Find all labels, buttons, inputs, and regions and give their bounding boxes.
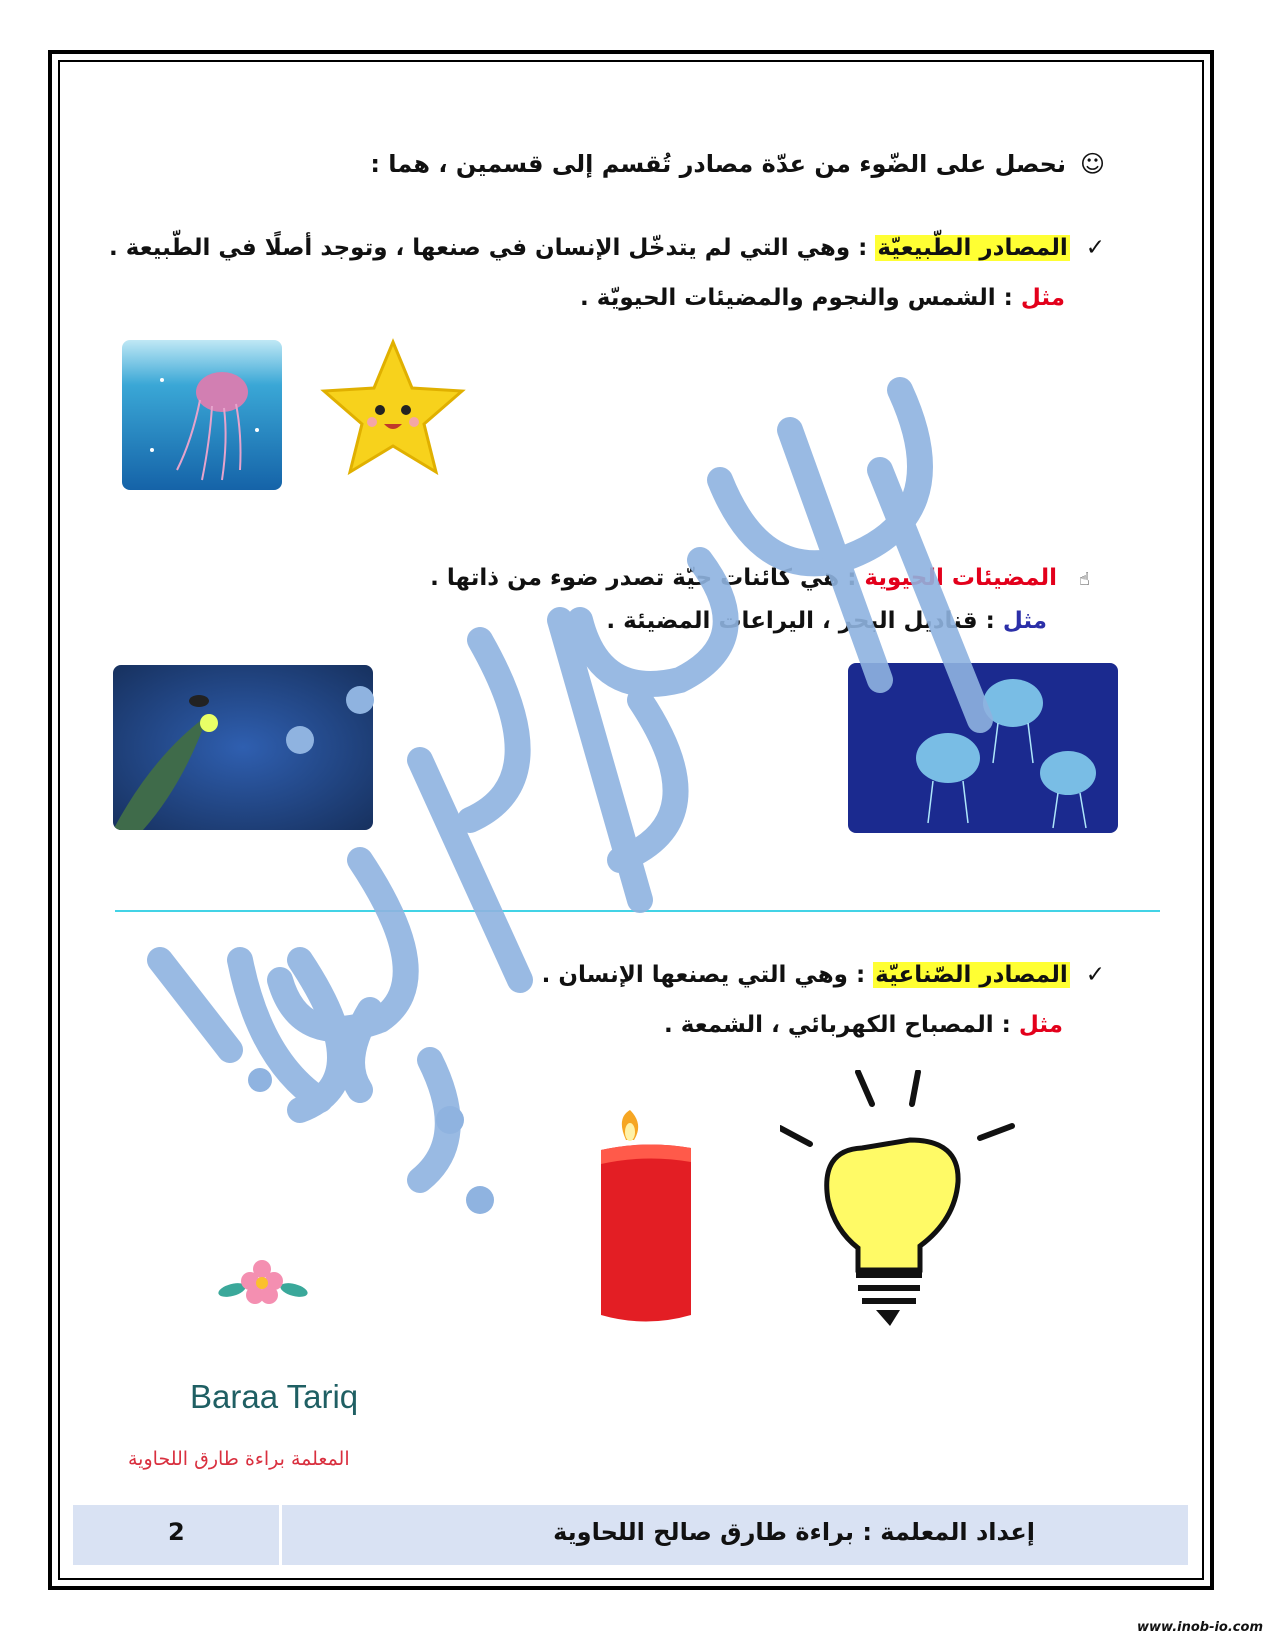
thumbs-up-icon: ☝ xyxy=(1079,569,1090,590)
natural-example-label: مثل xyxy=(1020,285,1065,311)
website-url: www.inob-io.com xyxy=(1137,1620,1263,1635)
smiley-icon: ☺ xyxy=(1079,150,1105,178)
credit-name: Baraa Tariq xyxy=(190,1378,359,1415)
natural-title: المصادر الطّبيعيّة xyxy=(877,235,1068,261)
section-divider xyxy=(115,910,1160,912)
footer-author: إعداد المعلمة : براءة طارق صالح اللحاوية xyxy=(553,1518,1035,1546)
flower-logo-icon xyxy=(212,1255,312,1315)
bio-example-label: مثل xyxy=(1002,608,1047,634)
page-number: 2 xyxy=(168,1518,185,1546)
footer-separator xyxy=(279,1505,282,1565)
artificial-definition-line xyxy=(542,962,1105,988)
natural-example-text: : الشمس والنجوم والمضيئات الحيويّة . xyxy=(580,285,1013,311)
checkmark-icon: ✓ xyxy=(1085,962,1105,988)
artificial-example-label: مثل xyxy=(1018,1012,1063,1038)
artificial-definition: : وهي التي يصنعها الإنسان . xyxy=(541,962,866,988)
bio-definition: : هي كائنات حيّة تصدر ضوء من ذاتها . xyxy=(430,565,857,591)
checkmark-icon: ✓ xyxy=(1085,235,1105,261)
credit-arabic: المعلمة براءة طارق اللحاوية xyxy=(128,1448,350,1470)
artificial-example-line xyxy=(664,1012,1063,1038)
intro-line: ☺نحصل على الضّوء من عدّة مصادر تُقسم إلى قسمين ، هما : xyxy=(370,150,1105,178)
star-icon xyxy=(308,336,478,486)
natural-definition: : وهي التي لم يتدخّل الإنسان في صنعها ، وتوجد أصلًا في الطّبيعة . xyxy=(109,235,868,261)
light-bulb-icon xyxy=(780,1070,1020,1330)
bio-definition-line xyxy=(430,565,1090,591)
bio-example-text: : قناديل البحر ، اليراعات المضيئة . xyxy=(606,608,995,634)
candle-icon xyxy=(596,1110,696,1330)
artificial-title: المصادر الصّناعيّة xyxy=(875,962,1068,988)
natural-example-line xyxy=(580,285,1065,311)
glowing-jellyfish-photo xyxy=(848,663,1118,833)
natural-definition-line xyxy=(109,235,1105,261)
firefly-photo xyxy=(113,665,373,830)
jellyfish-photo xyxy=(122,340,282,490)
artificial-example-text: : المصباح الكهربائي ، الشمعة . xyxy=(664,1012,1011,1038)
bio-example-line xyxy=(606,608,1047,634)
bio-title: المضيئات الحيوية xyxy=(864,565,1058,591)
